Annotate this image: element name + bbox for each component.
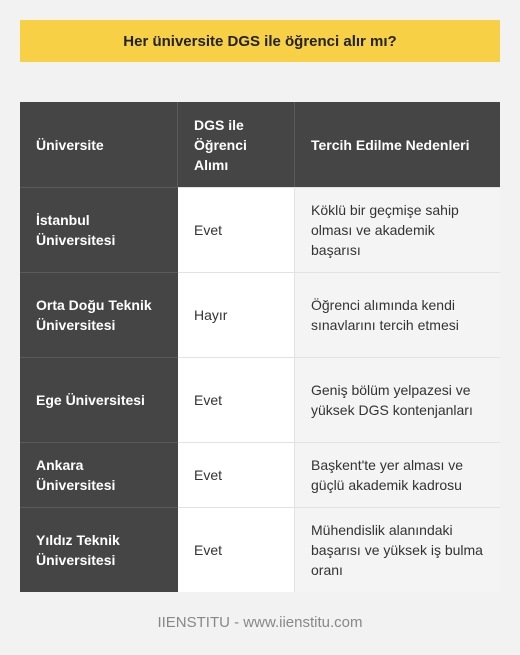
dgs-status-cell: Evet (178, 442, 295, 507)
dgs-status-cell: Evet (178, 507, 295, 592)
page-title: Her üniversite DGS ile öğrenci alır mı? (123, 32, 397, 50)
university-name-cell: Orta Doğu Teknik Üniversitesi (20, 272, 178, 357)
dgs-status-cell: Hayır (178, 272, 295, 357)
university-name-cell: İstanbul Üniversitesi (20, 187, 178, 272)
table-row (20, 442, 500, 507)
column-header-university: Üniversite (20, 102, 178, 187)
dgs-status-cell: Evet (178, 357, 295, 442)
reason-cell: Köklü bir geçmişe sahip olması ve akademik başarısı (295, 187, 500, 272)
footer-credit: IIENSTITU - www.iienstitu.com (157, 614, 363, 631)
university-name-cell: Ankara Üniversitesi (20, 442, 178, 507)
reason-cell: Mühendislik alanındaki başarısı ve yüksek iş bulma oranı (295, 507, 500, 592)
table-row (20, 507, 500, 592)
table-row (20, 357, 500, 442)
column-header-reasons: Tercih Edilme Nedenleri (295, 102, 500, 187)
dgs-status-cell: Evet (178, 187, 295, 272)
universities-table (20, 102, 500, 592)
reason-cell: Geniş bölüm yelpazesi ve yüksek DGS kontenjanları (295, 357, 500, 442)
university-name-cell: Yıldız Teknik Üniversitesi (20, 507, 178, 592)
table-header-row (20, 102, 500, 187)
column-header-dgs: DGS ile Öğrenci Alımı (178, 102, 295, 187)
reason-cell: Öğrenci alımında kendi sınavlarını tercih etmesi (295, 272, 500, 357)
table-row (20, 272, 500, 357)
university-name-cell: Ege Üniversitesi (20, 357, 178, 442)
table-row (20, 187, 500, 272)
title-banner (20, 20, 500, 62)
reason-cell: Başkent'te yer alması ve güçlü akademik kadrosu (295, 442, 500, 507)
